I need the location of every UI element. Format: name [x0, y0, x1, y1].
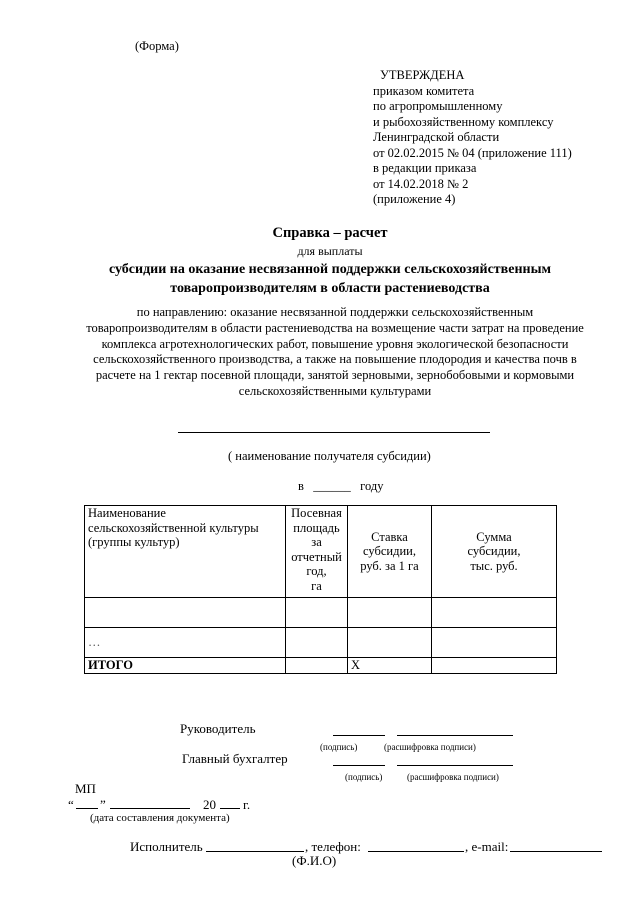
form-label: (Форма)	[135, 39, 179, 53]
table-cell[interactable]	[85, 628, 286, 658]
header-rate-text: руб. за 1 га	[360, 558, 419, 573]
header-rate	[348, 506, 432, 598]
executor-name-line[interactable]	[206, 851, 304, 852]
table-cell[interactable]	[286, 598, 348, 628]
date-day-line[interactable]	[76, 808, 98, 809]
recipient-name-line[interactable]	[178, 432, 490, 433]
table-cell[interactable]	[286, 628, 348, 658]
approval-line: Ленинградской области	[373, 130, 500, 144]
table-cell[interactable]	[286, 658, 348, 674]
table-row	[85, 598, 557, 628]
table-cell[interactable]	[348, 598, 432, 628]
total-rate: Х	[348, 658, 432, 674]
header-area-text: Посевная	[291, 506, 342, 520]
phone-line[interactable]	[368, 851, 464, 852]
header-rate-text: субсидии,	[363, 544, 416, 559]
table-total-row	[85, 658, 557, 674]
table-cell[interactable]	[432, 598, 557, 628]
accountant-decode-line[interactable]	[397, 765, 513, 766]
direction-line: товаропроизводителям в области растениеводства на возмещение части затрат на проведение	[86, 320, 584, 335]
table-cell[interactable]	[348, 628, 432, 658]
date-caption: (дата составления документа)	[90, 812, 230, 824]
header-area-text: площадь	[293, 520, 340, 535]
email-line[interactable]	[510, 851, 602, 852]
document-subtitle: для выплаты	[297, 244, 363, 258]
accountant-decode-caption: (расшифровка подписи)	[407, 772, 499, 782]
header-area-text: год,	[306, 564, 327, 578]
approval-line: и рыбохозяйственному комплексу	[373, 114, 554, 129]
header-crop-text: сельскохозяйственной культуры	[88, 520, 259, 535]
calculation-table	[84, 505, 557, 674]
header-sum-text: субсидии,	[467, 544, 521, 559]
direction-line: расчете на 1 гектар посевной площади, занятой зерновыми, зернобобовыми и кормовыми	[95, 368, 575, 383]
executor-label: Исполнитель	[130, 839, 203, 854]
head-signature-line[interactable]	[333, 735, 385, 736]
total-label: ИТОГО	[85, 658, 286, 674]
direction-line: сельскохозяйственными культурами	[238, 383, 432, 398]
table-row	[85, 628, 557, 658]
year-line	[298, 479, 383, 494]
table-cell[interactable]	[432, 628, 557, 658]
head-decode-line[interactable]	[397, 735, 513, 736]
approval-line: (приложение 4)	[373, 192, 456, 206]
fio-caption: (Ф.И.О)	[292, 853, 337, 868]
recipient-caption: ( наименование получателя субсидии)	[228, 449, 431, 463]
header-sum	[432, 506, 557, 598]
year-blank[interactable]: ______	[313, 479, 351, 493]
date-month-line[interactable]	[110, 808, 190, 809]
approval-line: в редакции приказа	[373, 161, 477, 175]
header-crop-text: Наименование	[88, 506, 166, 520]
header-crop-text: (группы культур)	[88, 535, 180, 549]
header-sum-text: тыс. руб.	[470, 558, 518, 573]
year-prefix: в	[298, 479, 304, 493]
approval-line: от 02.02.2015 № 04 (приложение 111)	[373, 145, 572, 160]
head-label: Руководитель	[180, 721, 256, 736]
year-suffix: году	[360, 479, 384, 493]
approval-line: от 14.02.2018 № 2	[373, 176, 469, 191]
phone-label: , телефон:	[305, 839, 361, 854]
date-year-prefix: 20	[203, 797, 216, 812]
header-area-text: за	[311, 535, 322, 549]
ellipsis-text: …	[88, 635, 101, 650]
direction-line: сельскохозяйственного производства, а также на повышение плодородия и качества почв в	[93, 352, 577, 367]
accountant-signature-line[interactable]	[333, 765, 385, 766]
direction-line: по направлению: оказание несвязанной поддержки сельскохозяйственным	[136, 305, 534, 319]
approval-block	[373, 68, 572, 208]
email-label: , e-mail:	[465, 839, 509, 854]
date-quote-close: ”	[100, 797, 106, 812]
direction-paragraph	[60, 305, 610, 400]
head-decode-caption: (расшифровка подписи)	[384, 742, 476, 752]
approval-heading: УТВЕРЖДЕНА	[380, 68, 465, 82]
head-signature-caption: (подпись)	[320, 742, 358, 752]
approval-line: приказом комитета	[373, 83, 475, 98]
approval-line: по агропромышленному	[373, 99, 503, 113]
direction-line: комплекса агротехнологических работ, повышение уровня экологической безопасности	[101, 336, 569, 351]
accountant-signature-caption: (подпись)	[345, 772, 383, 782]
header-area-text: отчетный	[291, 549, 342, 564]
table-header-row	[85, 506, 557, 598]
accountant-label: Главный бухгалтер	[182, 751, 288, 766]
stamp-label: МП	[75, 781, 96, 796]
header-area-text: га	[311, 578, 322, 593]
date-year-suffix: г.	[243, 797, 251, 812]
header-crop	[85, 506, 286, 598]
header-sum-text: Сумма	[476, 529, 512, 544]
date-year-line[interactable]	[220, 808, 240, 809]
date-quote-open: “	[68, 797, 74, 812]
document-purpose-line-1: субсидии на оказание несвязанной поддержки сельскохозяйственным	[108, 262, 552, 277]
header-rate-text: Ставка	[371, 529, 408, 544]
document-purpose-line-2: товаропроизводителям в области растениеводства	[170, 281, 490, 296]
table-cell[interactable]	[85, 598, 286, 628]
document-title: Справка – расчет	[272, 225, 388, 241]
header-area	[286, 506, 348, 598]
table-cell[interactable]	[432, 658, 557, 674]
